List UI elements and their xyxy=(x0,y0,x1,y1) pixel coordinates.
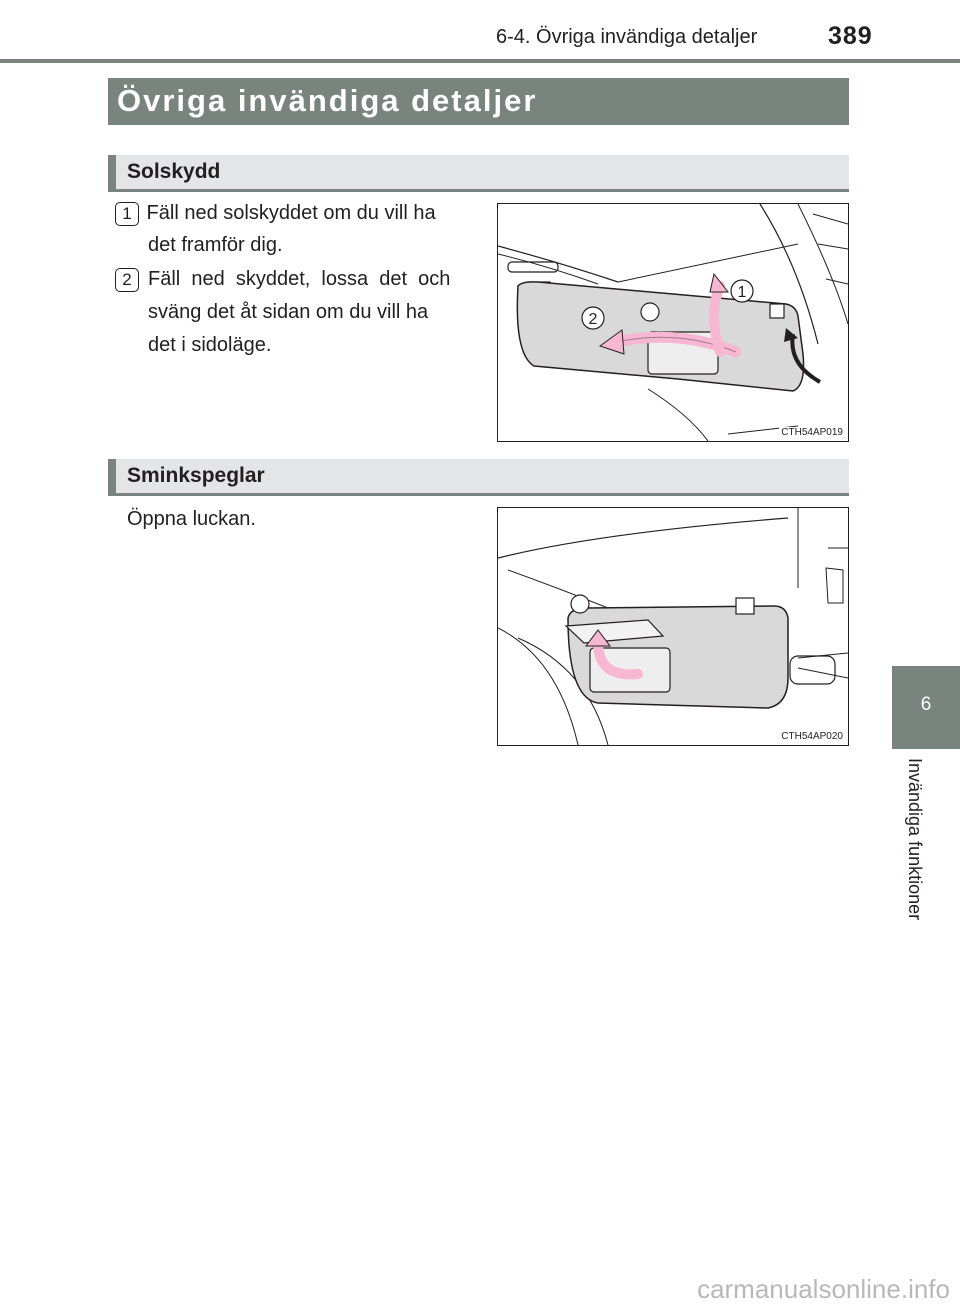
header-section-title: 6-4. Övriga invändiga detaljer xyxy=(496,26,758,48)
mirror-instruction: Öppna luckan. xyxy=(127,508,256,530)
vanity-mirror-drawing xyxy=(498,508,848,745)
callout-2: 2 xyxy=(588,311,598,328)
subheading-marker xyxy=(108,155,116,189)
step-2-line-2: sväng det åt sidan om du vill ha xyxy=(148,301,429,323)
figure-code: CTH54AP020 xyxy=(781,731,843,742)
subheading-marker xyxy=(108,459,116,493)
subheading-sminkspeglar xyxy=(108,459,849,496)
watermark: carmanualsonline.info xyxy=(697,1274,950,1304)
chapter-number: 6 xyxy=(920,694,932,715)
vanity-mirror-illustration xyxy=(497,507,849,746)
subheading-label: Solskydd xyxy=(127,160,221,183)
page-number: 389 xyxy=(828,22,873,50)
sun-visor-drawing xyxy=(498,204,848,441)
step-badge-1: 1 xyxy=(115,202,139,226)
step-2-line-3: det i sidoläge. xyxy=(148,334,272,356)
callout-1: 1 xyxy=(737,284,747,301)
figure-code: CTH54AP019 xyxy=(781,427,843,438)
sun-visor-illustration xyxy=(497,203,849,442)
step-1-line-1: Fäll ned solskyddet om du vill ha xyxy=(141,202,436,224)
main-title: Övriga invändiga detaljer xyxy=(117,83,538,118)
subheading-label: Sminkspeglar xyxy=(127,464,265,487)
step-2-line-1: Fäll ned skyddet, lossa det och xyxy=(148,268,451,290)
header-divider xyxy=(0,59,960,63)
step-badge-2: 2 xyxy=(115,268,139,292)
subheading-solskydd xyxy=(108,155,849,192)
chapter-tab[interactable] xyxy=(892,666,960,749)
chapter-label: Invändiga funktioner xyxy=(905,758,925,921)
step-1-line-2: det framför dig. xyxy=(148,234,283,256)
